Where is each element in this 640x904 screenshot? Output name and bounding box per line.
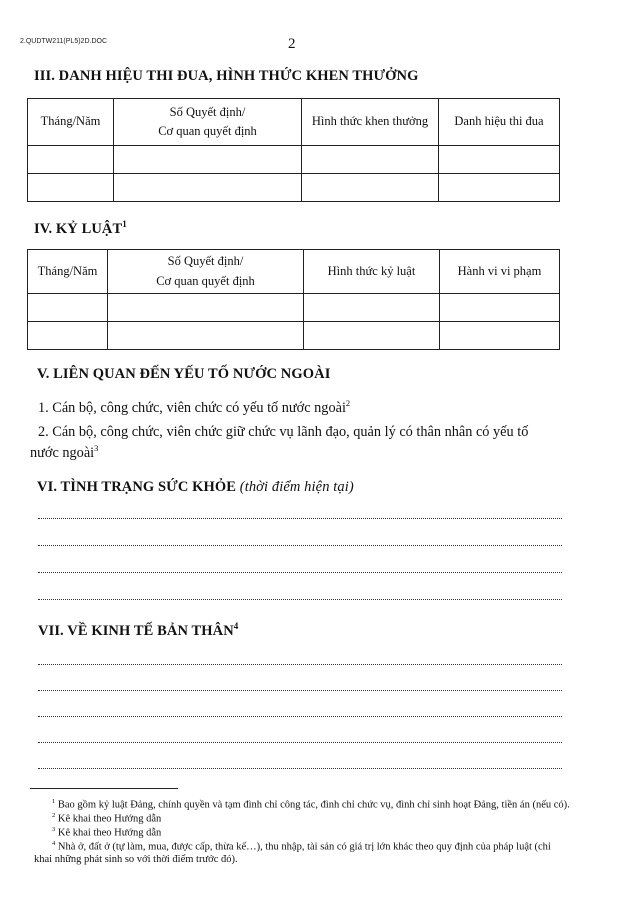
footnote-ref-2: 2 <box>345 398 351 408</box>
col-header-decision-line2: Cơ quan quyết định <box>158 124 257 138</box>
table-header-row <box>28 99 560 146</box>
footnote-ref-3: 3 <box>94 443 99 453</box>
table-row <box>28 146 560 174</box>
table-cell[interactable] <box>302 174 439 202</box>
table-cell[interactable] <box>304 322 440 350</box>
footnote-4-text: Nhà ở, đất ở (tự làm, mua, được cấp, thừa kế…), thu nhập, tài sản có giá trị lớn khác theo quy định của pháp luật (chỉ <box>57 841 551 853</box>
footnote-4-number: 4 <box>52 840 56 847</box>
health-fill-line-3[interactable] <box>38 572 562 573</box>
item2-text-cont: nước ngoài <box>30 444 95 461</box>
footnote-2-text: Kê khai theo Hướng dẫn <box>57 813 162 825</box>
table-cell[interactable] <box>28 146 114 174</box>
col-header-violation: Hành vi vi phạm <box>440 250 560 294</box>
footnote-3-text: Kê khai theo Hướng dẫn <box>57 827 162 839</box>
economy-fill-line-5[interactable] <box>38 768 562 769</box>
section7-title: VII. VỀ KINH TẾ BẢN THÂN <box>38 622 234 639</box>
table-cell[interactable] <box>28 294 108 322</box>
table-cell[interactable] <box>108 322 304 350</box>
table-cell[interactable] <box>439 174 560 202</box>
col-header-decision-line1: Số Quyết định/ <box>169 104 246 119</box>
economy-fill-line-1[interactable] <box>38 664 562 665</box>
table-cell[interactable] <box>28 322 108 350</box>
discipline-table <box>27 249 560 350</box>
col-header-decision-line2: Cơ quan quyết định <box>156 273 255 288</box>
table-cell[interactable] <box>439 146 560 174</box>
foreign-factor-item-2-line2 <box>30 443 98 462</box>
economy-fill-line-2[interactable] <box>38 690 562 691</box>
awards-table <box>27 98 560 202</box>
footnote-4-cont: khai những phát sinh so với thời điểm trước đó). <box>34 854 238 865</box>
section6-title: VI. TÌNH TRẠNG SỨC KHỎE <box>37 479 237 495</box>
table-cell[interactable] <box>302 146 439 174</box>
footnote-3-number: 3 <box>52 826 56 833</box>
document-id: 2.QUDTW211(PL5)2D.DOC <box>20 38 108 45</box>
table-cell[interactable] <box>440 294 560 322</box>
footnote-ref-4: 4 <box>233 621 239 631</box>
foreign-factor-item-1 <box>38 398 350 417</box>
col-header-month-year: Tháng/Năm <box>28 250 108 294</box>
col-header-emulation-title: Danh hiệu thi đua <box>439 99 560 146</box>
foreign-factor-item-2-line1: 2. Cán bộ, công chức, viên chức giữ chức vụ lãnh đạo, quản lý có thân nhân có yếu tố <box>38 424 529 440</box>
table-cell[interactable] <box>114 146 302 174</box>
col-header-discipline-form: Hình thức kỷ luật <box>304 250 440 294</box>
table-header-row <box>28 250 560 294</box>
footnote-1-text: Bao gồm kỷ luật Đảng, chính quyền và tạm đình chỉ công tác, đình chỉ chức vụ, đình chỉ sinh hoạt Đảng, tiền án (nếu có). <box>57 799 570 811</box>
table-row <box>28 294 560 322</box>
section7-heading <box>38 621 238 640</box>
table-cell[interactable] <box>304 294 440 322</box>
health-fill-line-4[interactable] <box>38 599 562 600</box>
section5-heading: V. LIÊN QUAN ĐẾN YẾU TỐ NƯỚC NGOÀI <box>37 366 331 382</box>
footnote-ref-1: 1 <box>122 219 127 229</box>
section6-heading <box>37 479 354 496</box>
health-fill-line-2[interactable] <box>38 545 562 546</box>
section3-heading: III. DANH HIỆU THI ĐUA, HÌNH THỨC KHEN THƯỞNG <box>34 68 419 84</box>
table-cell[interactable] <box>114 174 302 202</box>
table-cell[interactable] <box>440 322 560 350</box>
table-row <box>28 174 560 202</box>
health-fill-line-1[interactable] <box>38 518 562 519</box>
footnote-1-number: 1 <box>52 798 56 805</box>
item1-text: 1. Cán bộ, công chức, viên chức có yếu tố nước ngoài <box>38 399 346 416</box>
col-header-award-form: Hình thức khen thưởng <box>302 99 439 146</box>
section4-heading <box>34 219 127 238</box>
table-cell[interactable] <box>28 174 114 202</box>
economy-fill-line-4[interactable] <box>38 742 562 743</box>
table-row <box>28 322 560 350</box>
footnote-2-number: 2 <box>52 812 56 819</box>
col-header-month-year: Tháng/Năm <box>28 99 114 146</box>
col-header-decision-line1: Số Quyết định/ <box>167 254 244 269</box>
section4-title: IV. KỶ LUẬT <box>34 220 123 237</box>
col-header-decision <box>114 99 302 146</box>
section6-subtitle: (thời điểm hiện tại) <box>239 479 354 495</box>
col-header-decision <box>108 250 304 294</box>
table-cell[interactable] <box>108 294 304 322</box>
economy-fill-line-3[interactable] <box>38 716 562 717</box>
page-number: 2 <box>288 36 296 52</box>
footnote-separator <box>30 788 178 789</box>
